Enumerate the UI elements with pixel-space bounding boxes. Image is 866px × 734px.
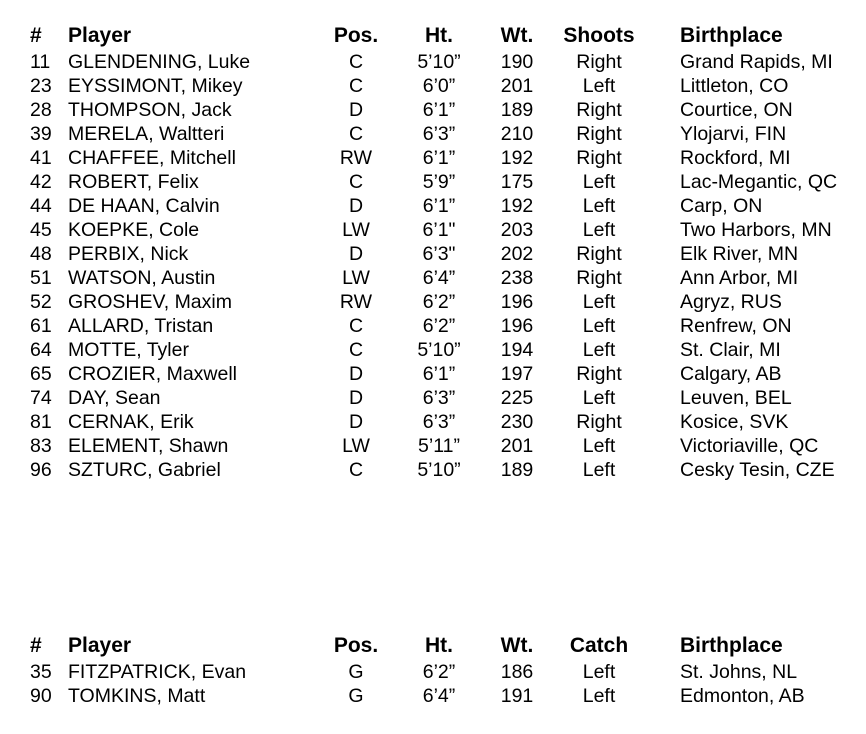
player-name: EYSSIMONT, Mikey bbox=[68, 75, 243, 97]
player-number: 39 bbox=[30, 123, 52, 145]
player-weight: 189 bbox=[500, 459, 534, 481]
player-position: D bbox=[348, 363, 364, 385]
header-height: Ht. bbox=[425, 24, 453, 47]
player-position: LW bbox=[342, 219, 370, 241]
player-position: C bbox=[348, 171, 364, 193]
player-birthplace: Ylojarvi, FIN bbox=[680, 123, 787, 145]
header-player: Player bbox=[68, 24, 132, 47]
player-hand: Left bbox=[582, 387, 616, 409]
player-weight: 192 bbox=[500, 147, 534, 169]
goalies-header-row bbox=[0, 632, 866, 660]
player-name: ROBERT, Felix bbox=[68, 171, 199, 193]
player-name: DE HAAN, Calvin bbox=[68, 195, 220, 217]
header-weight: Wt. bbox=[500, 24, 534, 47]
player-weight: 194 bbox=[500, 339, 534, 361]
table-row bbox=[0, 266, 866, 290]
table-row bbox=[0, 362, 866, 386]
player-birthplace: Two Harbors, MN bbox=[680, 219, 832, 241]
header-birthplace: Birthplace bbox=[680, 24, 783, 47]
player-hand: Left bbox=[582, 685, 616, 707]
table-row bbox=[0, 458, 866, 482]
table-row bbox=[0, 290, 866, 314]
player-weight: 201 bbox=[500, 435, 534, 457]
player-position: RW bbox=[339, 291, 373, 313]
player-number: 52 bbox=[30, 291, 52, 313]
table-row bbox=[0, 74, 866, 98]
player-birthplace: Carp, ON bbox=[680, 195, 763, 217]
player-weight: 190 bbox=[500, 51, 534, 73]
player-weight: 196 bbox=[500, 315, 534, 337]
player-hand: Left bbox=[582, 315, 616, 337]
player-number: 90 bbox=[30, 685, 52, 707]
player-name: GROSHEV, Maxim bbox=[68, 291, 232, 313]
table-row bbox=[0, 684, 866, 708]
player-position: D bbox=[348, 387, 364, 409]
player-height: 5’10” bbox=[417, 339, 461, 361]
goalies-roster bbox=[0, 632, 866, 708]
table-row bbox=[0, 146, 866, 170]
player-hand: Right bbox=[576, 363, 622, 385]
player-number: 64 bbox=[30, 339, 52, 361]
player-weight: 201 bbox=[500, 75, 534, 97]
table-row bbox=[0, 338, 866, 362]
player-name: KOEPKE, Cole bbox=[68, 219, 200, 241]
header-shoots: Shoots bbox=[563, 24, 635, 47]
player-height: 6’3” bbox=[422, 123, 456, 145]
table-row bbox=[0, 410, 866, 434]
player-weight: 203 bbox=[500, 219, 534, 241]
player-height: 5’10” bbox=[417, 51, 461, 73]
player-name: MOTTE, Tyler bbox=[68, 339, 189, 361]
player-position: D bbox=[348, 243, 364, 265]
player-hand: Left bbox=[582, 459, 616, 481]
player-birthplace: Cesky Tesin, CZE bbox=[680, 459, 835, 481]
player-height: 6’1” bbox=[422, 363, 456, 385]
player-hand: Right bbox=[576, 147, 622, 169]
player-number: 45 bbox=[30, 219, 52, 241]
player-birthplace: Kosice, SVK bbox=[680, 411, 789, 433]
player-hand: Left bbox=[582, 75, 616, 97]
player-height: 6’1” bbox=[422, 195, 456, 217]
player-name: TOMKINS, Matt bbox=[68, 685, 206, 707]
player-birthplace: Ann Arbor, MI bbox=[680, 267, 799, 289]
player-hand: Left bbox=[582, 435, 616, 457]
player-weight: 210 bbox=[500, 123, 534, 145]
skaters-roster bbox=[0, 22, 866, 482]
table-row bbox=[0, 314, 866, 338]
player-birthplace: Littleton, CO bbox=[680, 75, 789, 97]
header-player: Player bbox=[68, 634, 132, 657]
player-birthplace: Rockford, MI bbox=[680, 147, 791, 169]
table-row bbox=[0, 98, 866, 122]
player-position: C bbox=[348, 51, 364, 73]
player-position: C bbox=[348, 75, 364, 97]
player-position: D bbox=[348, 411, 364, 433]
header-position: Pos. bbox=[333, 634, 379, 657]
player-number: 42 bbox=[30, 171, 52, 193]
player-birthplace: Edmonton, AB bbox=[680, 685, 805, 707]
player-name: MERELA, Waltteri bbox=[68, 123, 225, 145]
player-number: 51 bbox=[30, 267, 52, 289]
player-position: D bbox=[348, 99, 364, 121]
player-number: 41 bbox=[30, 147, 52, 169]
player-weight: 191 bbox=[500, 685, 534, 707]
player-birthplace: St. Clair, MI bbox=[680, 339, 781, 361]
player-name: ALLARD, Tristan bbox=[68, 315, 214, 337]
header-number: # bbox=[30, 24, 42, 47]
table-row bbox=[0, 122, 866, 146]
player-hand: Left bbox=[582, 339, 616, 361]
player-number: 44 bbox=[30, 195, 52, 217]
player-position: C bbox=[348, 123, 364, 145]
player-birthplace: Calgary, AB bbox=[680, 363, 782, 385]
player-position: D bbox=[348, 195, 364, 217]
table-row bbox=[0, 170, 866, 194]
player-hand: Left bbox=[582, 291, 616, 313]
player-hand: Left bbox=[582, 195, 616, 217]
player-position: G bbox=[348, 661, 364, 683]
skaters-rows bbox=[0, 50, 866, 482]
player-name: ELEMENT, Shawn bbox=[68, 435, 229, 457]
header-position: Pos. bbox=[333, 24, 379, 47]
player-height: 6’0” bbox=[422, 75, 456, 97]
player-weight: 175 bbox=[500, 171, 534, 193]
player-height: 6’3” bbox=[422, 387, 456, 409]
skaters-header-row bbox=[0, 22, 866, 50]
player-weight: 238 bbox=[500, 267, 534, 289]
player-position: LW bbox=[342, 267, 370, 289]
player-name: DAY, Sean bbox=[68, 387, 161, 409]
header-weight: Wt. bbox=[500, 634, 534, 657]
player-birthplace: Grand Rapids, MI bbox=[680, 51, 833, 73]
player-number: 81 bbox=[30, 411, 52, 433]
player-height: 5’11” bbox=[418, 435, 460, 457]
player-number: 74 bbox=[30, 387, 52, 409]
player-hand: Right bbox=[576, 51, 622, 73]
table-row bbox=[0, 434, 866, 458]
player-weight: 192 bbox=[500, 195, 534, 217]
player-birthplace: Victoriaville, QC bbox=[680, 435, 819, 457]
player-birthplace: Renfrew, ON bbox=[680, 315, 792, 337]
player-number: 23 bbox=[30, 75, 52, 97]
player-hand: Left bbox=[582, 219, 616, 241]
player-number: 83 bbox=[30, 435, 52, 457]
player-weight: 189 bbox=[500, 99, 534, 121]
player-height: 6’3" bbox=[422, 243, 456, 265]
player-position: C bbox=[348, 315, 364, 337]
player-number: 28 bbox=[30, 99, 52, 121]
player-birthplace: Leuven, BEL bbox=[680, 387, 792, 409]
player-position: C bbox=[348, 459, 364, 481]
player-number: 96 bbox=[30, 459, 52, 481]
player-name: CERNAK, Erik bbox=[68, 411, 194, 433]
header-height: Ht. bbox=[425, 634, 453, 657]
player-number: 48 bbox=[30, 243, 52, 265]
player-hand: Right bbox=[576, 267, 622, 289]
player-number: 61 bbox=[30, 315, 52, 337]
player-number: 11 bbox=[30, 51, 51, 73]
player-weight: 197 bbox=[500, 363, 534, 385]
player-name: FITZPATRICK, Evan bbox=[68, 661, 247, 683]
player-name: GLENDENING, Luke bbox=[68, 51, 251, 73]
player-height: 6’3” bbox=[422, 411, 456, 433]
header-birthplace: Birthplace bbox=[680, 634, 783, 657]
player-name: CROZIER, Maxwell bbox=[68, 363, 238, 385]
player-height: 6’2” bbox=[422, 315, 456, 337]
table-row bbox=[0, 242, 866, 266]
player-position: C bbox=[348, 339, 364, 361]
player-birthplace: Elk River, MN bbox=[680, 243, 799, 265]
player-height: 6’1” bbox=[422, 99, 456, 121]
player-position: G bbox=[348, 685, 364, 707]
player-hand: Right bbox=[576, 243, 622, 265]
player-position: RW bbox=[339, 147, 373, 169]
header-number: # bbox=[30, 634, 42, 657]
player-hand: Right bbox=[576, 123, 622, 145]
player-weight: 225 bbox=[500, 387, 534, 409]
player-birthplace: Agryz, RUS bbox=[680, 291, 782, 313]
table-row bbox=[0, 218, 866, 242]
player-number: 65 bbox=[30, 363, 52, 385]
player-height: 6’1” bbox=[422, 147, 456, 169]
player-height: 5’9” bbox=[422, 171, 456, 193]
player-birthplace: Lac-Megantic, QC bbox=[680, 171, 838, 193]
player-weight: 230 bbox=[500, 411, 534, 433]
player-name: CHAFFEE, Mitchell bbox=[68, 147, 236, 169]
table-row bbox=[0, 386, 866, 410]
player-name: THOMPSON, Jack bbox=[68, 99, 232, 121]
player-height: 6’4” bbox=[422, 267, 456, 289]
player-hand: Left bbox=[582, 171, 616, 193]
player-height: 5’10” bbox=[417, 459, 461, 481]
player-weight: 202 bbox=[500, 243, 534, 265]
player-hand: Right bbox=[576, 411, 622, 433]
goalies-rows bbox=[0, 660, 866, 708]
player-birthplace: St. Johns, NL bbox=[680, 661, 798, 683]
header-catch: Catch bbox=[569, 634, 629, 657]
player-height: 6’2” bbox=[422, 291, 456, 313]
player-position: LW bbox=[342, 435, 370, 457]
player-name: PERBIX, Nick bbox=[68, 243, 189, 265]
player-height: 6’4” bbox=[422, 685, 456, 707]
player-name: WATSON, Austin bbox=[68, 267, 216, 289]
player-hand: Right bbox=[576, 99, 622, 121]
player-height: 6’1" bbox=[422, 219, 456, 241]
player-name: SZTURC, Gabriel bbox=[68, 459, 221, 481]
player-hand: Left bbox=[582, 661, 616, 683]
player-weight: 196 bbox=[500, 291, 534, 313]
player-height: 6’2” bbox=[422, 661, 456, 683]
table-row bbox=[0, 660, 866, 684]
table-row bbox=[0, 194, 866, 218]
player-number: 35 bbox=[30, 661, 52, 683]
player-weight: 186 bbox=[500, 661, 534, 683]
table-row bbox=[0, 50, 866, 74]
player-birthplace: Courtice, ON bbox=[680, 99, 793, 121]
